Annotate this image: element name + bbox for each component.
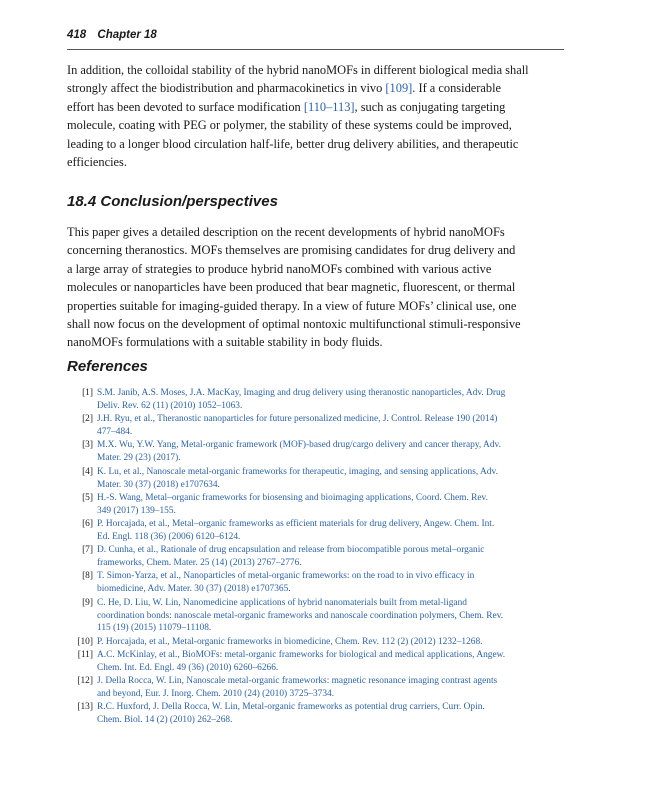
reference-item [67,466,567,492]
reference-item [67,570,567,596]
paragraph-conclusion [67,223,567,352]
running-header [67,29,564,41]
reference-text-line: Chem. Int. Ed. Engl. 49 (36) (2010) 6260–6266. [97,662,279,673]
reference-link[interactable] [97,701,567,727]
reference-link[interactable] [97,675,567,701]
references-heading: References [67,358,148,375]
reference-link[interactable] [97,439,567,465]
reference-text-line: and beyond, Eur. J. Inorg. Chem. 2010 (24) (2010) 3725–3734. [97,689,335,700]
reference-link[interactable] [97,649,567,675]
reference-link[interactable] [97,492,567,518]
reference-number: [3] [82,440,93,451]
text-line: concerning theranostics. MOFs themselves are promising candidates for drug delivery and [67,243,516,258]
citation-link[interactable]: [110–113] [303,99,355,114]
reference-link[interactable] [97,636,567,649]
reference-list [67,387,567,728]
reference-item [67,518,567,544]
text-line: In addition, the colloidal stability of the hybrid nanoMOFs in different biological media shall [67,63,529,77]
reference-item [67,413,567,439]
text-line: This paper gives a detailed description on the recent developments of hybrid nanoMOFs [67,225,505,239]
reference-item [67,597,567,636]
reference-link[interactable] [97,387,567,413]
reference-link[interactable] [97,544,567,570]
reference-text-line: Deliv. Rev. 62 (11) (2010) 1052–1063. [97,400,243,411]
reference-text-line: H.-S. Wang, Metal–organic frameworks for biosensing and bioimaging applications, Coord. Chem. Rev. [97,492,488,503]
reference-item [67,649,567,675]
text-line: properties suitable for imaging-guided therapy. In a view of future MOFs’ clinical use, one [67,298,517,313]
reference-link[interactable] [97,570,567,596]
citation-link[interactable]: [109] [385,81,413,96]
reference-number: [2] [82,414,93,425]
section-title: 18.4 Conclusion/perspectives [67,193,278,210]
reference-text-line: Mater. 29 (23) (2017). [97,453,181,464]
reference-text-line: K. Lu, et al., Nanoscale metal-organic frameworks for therapeutic, imaging, and sensing applications, Adv. [97,466,498,477]
reference-item [67,492,567,518]
reference-number: [10] [77,636,93,647]
reference-link[interactable] [97,518,567,544]
reference-link[interactable] [97,597,567,636]
text-line: molecules or nanoparticles have been produced that bear magnetic, fluorescent, or thermal [67,280,516,295]
reference-number: [13] [77,702,93,713]
reference-text-line: 349 (2017) 139–155. [97,505,176,516]
text-line: shall now focus on the development of optimal nontoxic multifunctional stimuli-responsive [67,317,521,332]
reference-text-line: 115 (19) (2015) 11079–11108. [97,623,212,634]
reference-link[interactable] [97,413,567,439]
reference-item [67,636,567,649]
paragraph-colloidal-stability [67,61,567,171]
reference-item [67,701,567,727]
reference-text-line: J.H. Ryu, et al., Theranostic nanoparticles for future personalized medicine, J. Control. Release 190 (2014) [97,414,498,425]
reference-text-line: J. Della Rocca, W. Lin, Nanoscale metal-organic frameworks: magnetic resonance imaging contrast agents [97,676,498,687]
reference-number: [12] [77,676,93,687]
reference-number: [6] [82,519,93,530]
text-line: efficiencies. [67,155,127,170]
reference-text-line: D. Cunha, et al., Rationale of drug encapsulation and release from biocompatible porous metal–organic [97,545,485,556]
reference-text-line: S.M. Janib, A.S. Moses, J.A. MacKay, Imaging and drug delivery using theranostic nanoparticles, Adv. Drug [97,388,506,398]
reference-number: [4] [82,466,93,477]
reference-text-line: A.C. McKinlay, et al., BioMOFs: metal-organic frameworks for biological and medical applications, Angew. [97,650,506,661]
reference-link[interactable] [97,466,567,492]
reference-text-line: R.C. Huxford, J. Della Rocca, W. Lin, Metal-organic frameworks as potential drug carriers, Curr. Opin. [97,702,485,713]
reference-text-line: frameworks, Chem. Mater. 25 (14) (2013) 2767–2776. [97,558,302,569]
text-line: leading to a longer blood circulation half-life, better drug delivery abilities, and therapeutic [67,136,519,151]
text-line: nanoMOFs formulations with a suitable stability in body fluids. [67,335,383,350]
reference-text-line: T. Simon-Yarza, et al., Nanoparticles of metal-organic frameworks: on the road to in vivo efficacy in [97,571,475,582]
chapter-label: Chapter 18 [97,29,157,41]
reference-text-line: 477–484. [97,427,133,438]
reference-number: [8] [82,571,93,582]
reference-item [67,675,567,701]
reference-text-line: Ed. Engl. 118 (36) (2006) 6120–6124. [97,531,241,542]
reference-text-line: P. Horcajada, et al., Metal–organic frameworks as efficient materials for drug delivery, Angew. Chem. Int. [97,519,495,530]
reference-text-line: M.X. Wu, Y.W. Yang, Metal-organic framework (MOF)-based drug/cargo delivery and cancer therapy, Adv. [97,440,501,451]
reference-number: [9] [82,597,93,608]
text-line: molecule, coating with PEG or polymer, the stability of these systems could be improved, [67,118,512,133]
header-rule [67,49,564,50]
text-line: strongly affect the biodistribution and pharmacokinetics in vivo [109]. If a considerable [67,81,502,96]
reference-text-line: coordination bonds: nanoscale metal-organic frameworks and nanoscale coordination polymers, Chem. Rev. [97,610,504,621]
reference-text-line: P. Horcajada, et al., Metal-organic frameworks in biomedicine, Chem. Rev. 112 (2) (2012) 1232–1268. [97,636,483,647]
reference-number: [11] [77,650,93,661]
reference-text-line: Mater. 30 (37) (2018) e1707634. [97,479,220,490]
reference-text-line: Chem. Biol. 14 (2) (2010) 262–268. [97,715,233,726]
reference-number: [7] [82,545,93,556]
reference-item [67,544,567,570]
reference-text-line: C. He, D. Liu, W. Lin, Nanomedicine applications of hybrid nanomaterials built from metal-ligand [97,597,467,608]
reference-text-line: biomedicine, Adv. Mater. 30 (37) (2018) e1707365. [97,584,291,595]
reference-number: [5] [82,492,93,503]
page-number: 418 [67,29,87,41]
reference-number: [1] [82,388,93,398]
reference-item [67,387,567,413]
text-line: a large array of strategies to produce hybrid nanoMOFs combined with various active [67,261,492,276]
reference-item [67,439,567,465]
text-line: effort has been devoted to surface modification [110–113], such as conjugating targeting [67,99,506,114]
